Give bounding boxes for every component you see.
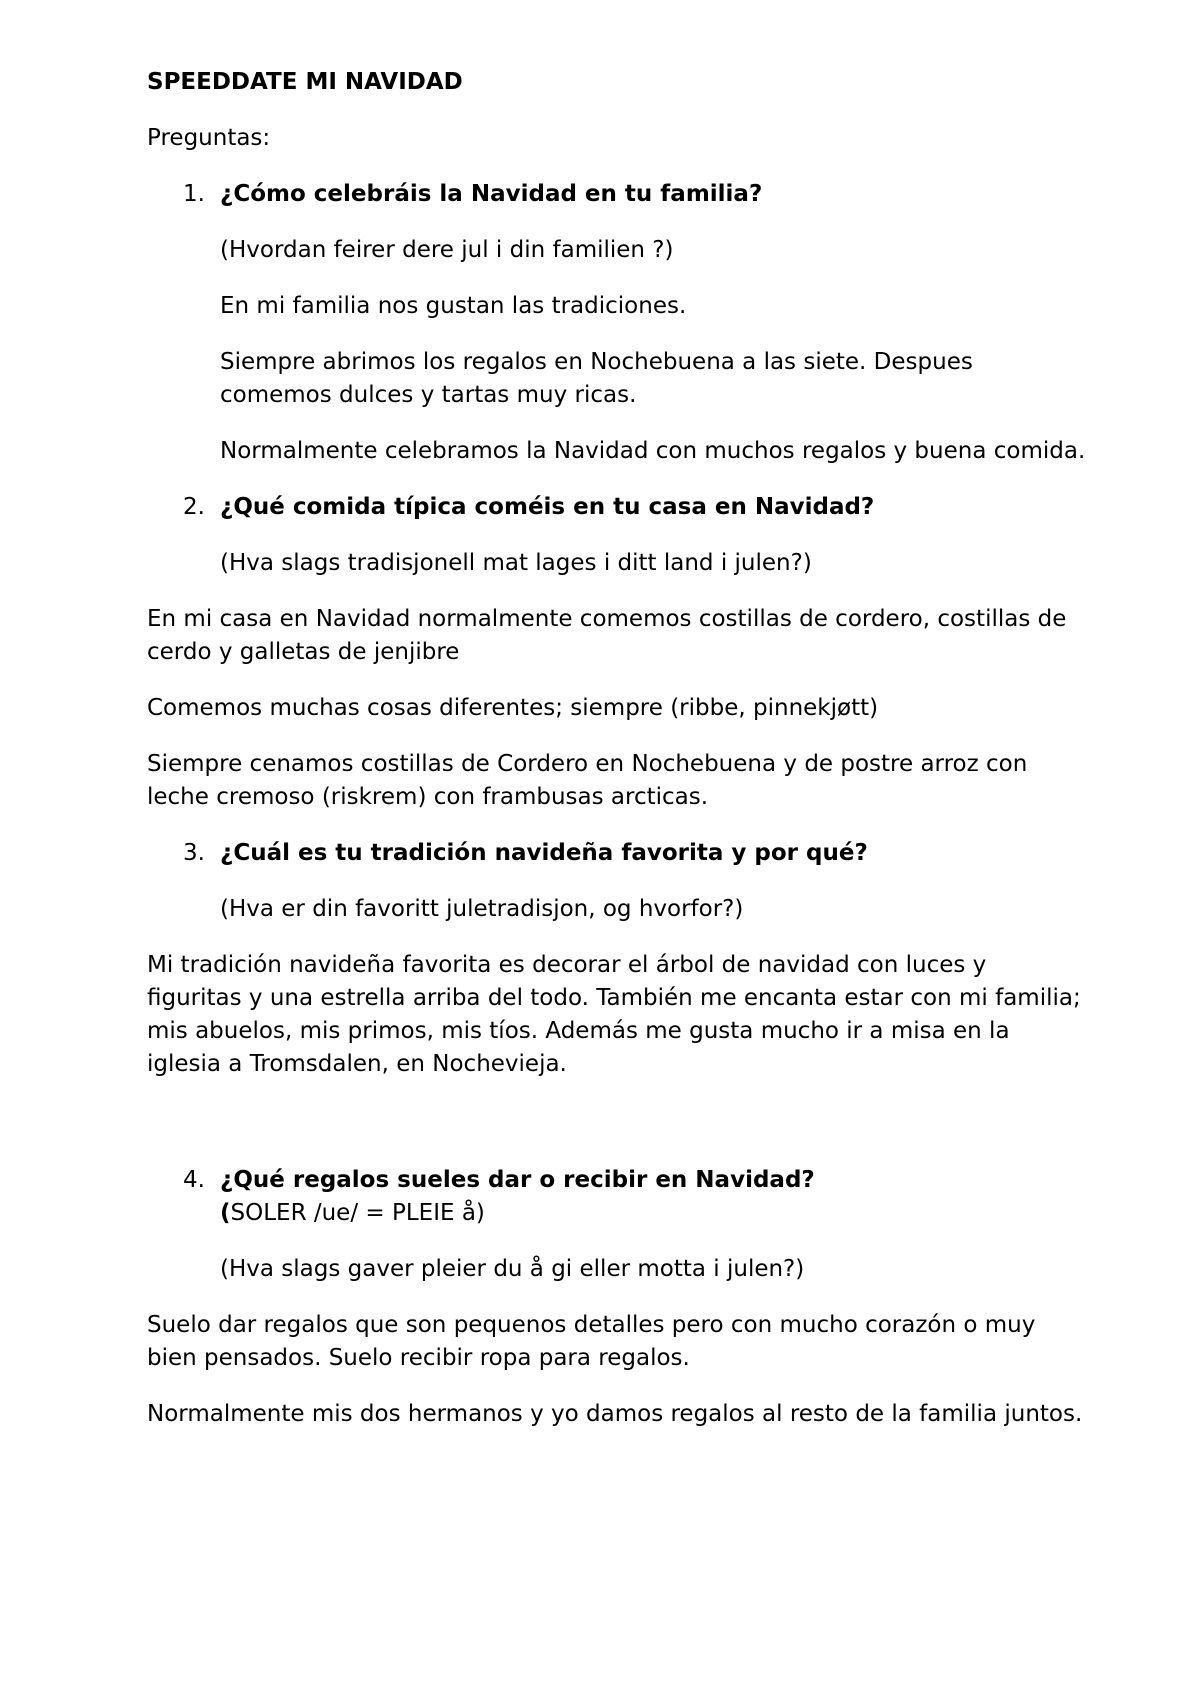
question-3-answer-1: Mi tradición navideña favorita es decorar el árbol de navidad con luces y figuritas y una estrella arriba del todo. También me encanta estar con mi familia; mis abuelos, mis primos, mis tíos. Además me gusta mucho ir a misa en la iglesia a Tromsdalen, en Nochevieja. (147, 952, 1081, 1077)
question-4-note: SOLER /ue/ = PLEIE å) (230, 1200, 485, 1226)
question-4-text: ¿Qué regalos sueles dar o recibir en Navidad? (220, 1167, 815, 1193)
blank-space (147, 1104, 1087, 1164)
question-4-answer-2: Normalmente mis dos hermanos y yo damos regalos al resto de la familia juntos. (147, 1401, 1083, 1427)
question-1-answer-2: Siempre abrimos los regalos en Nochebuena a las siete. Despues comemos dulces y tartas muy ricas. (220, 349, 973, 408)
question-3-text: ¿Cuál es tu tradición navideña favorita y por qué? (220, 840, 868, 866)
question-1-answer-3: Normalmente celebramos la Navidad con muchos regalos y buena comida. (220, 438, 1086, 464)
intro-label: Preguntas: (147, 125, 271, 151)
question-1-translation: (Hvordan feirer dere jul i din familien ?) (220, 237, 674, 263)
question-1-text: ¿Cómo celebráis la Navidad en tu familia? (220, 181, 763, 207)
question-2-answer-1: En mi casa en Navidad normalmente comemos costillas de cordero, costillas de cerdo y galletas de jenjibre (147, 606, 1067, 665)
document-title: SPEEDDATE MI NAVIDAD (147, 69, 463, 95)
question-2-translation: (Hva slags tradisjonell mat lages i ditt land i julen?) (220, 550, 812, 576)
question-3-translation: (Hva er din favoritt juletradisjon, og hvorfor?) (220, 896, 744, 922)
question-4-number: 4. (183, 1167, 205, 1193)
question-4 (147, 1164, 1087, 1230)
question-2-answer-3: Siempre cenamos costillas de Cordero en Nochebuena y de postre arroz con leche cremoso (riskrem) con frambusas arcticas. (147, 751, 1028, 810)
question-4-answer-1: Suelo dar regalos que son pequenos detalles pero con mucho corazón o muy bien pensados. Suelo recibir ropa para regalos. (147, 1312, 1036, 1371)
question-3-number: 3. (183, 840, 205, 866)
question-2-number: 2. (183, 494, 205, 520)
document-page (147, 66, 1087, 1454)
question-2-answer-2: Comemos muchas cosas diferentes; siempre (ribbe, pinnekjøtt) (147, 695, 879, 721)
question-1-answer-1: En mi familia nos gustan las tradiciones. (220, 293, 687, 319)
question-4-note-paren: ( (220, 1200, 231, 1226)
question-1 (147, 178, 1087, 211)
question-2 (147, 491, 1087, 524)
question-2-text: ¿Qué comida típica coméis en tu casa en Navidad? (220, 494, 875, 520)
question-3 (147, 837, 1087, 870)
question-4-translation: (Hva slags gaver pleier du å gi eller motta i julen?) (220, 1256, 805, 1282)
question-1-number: 1. (183, 181, 205, 207)
